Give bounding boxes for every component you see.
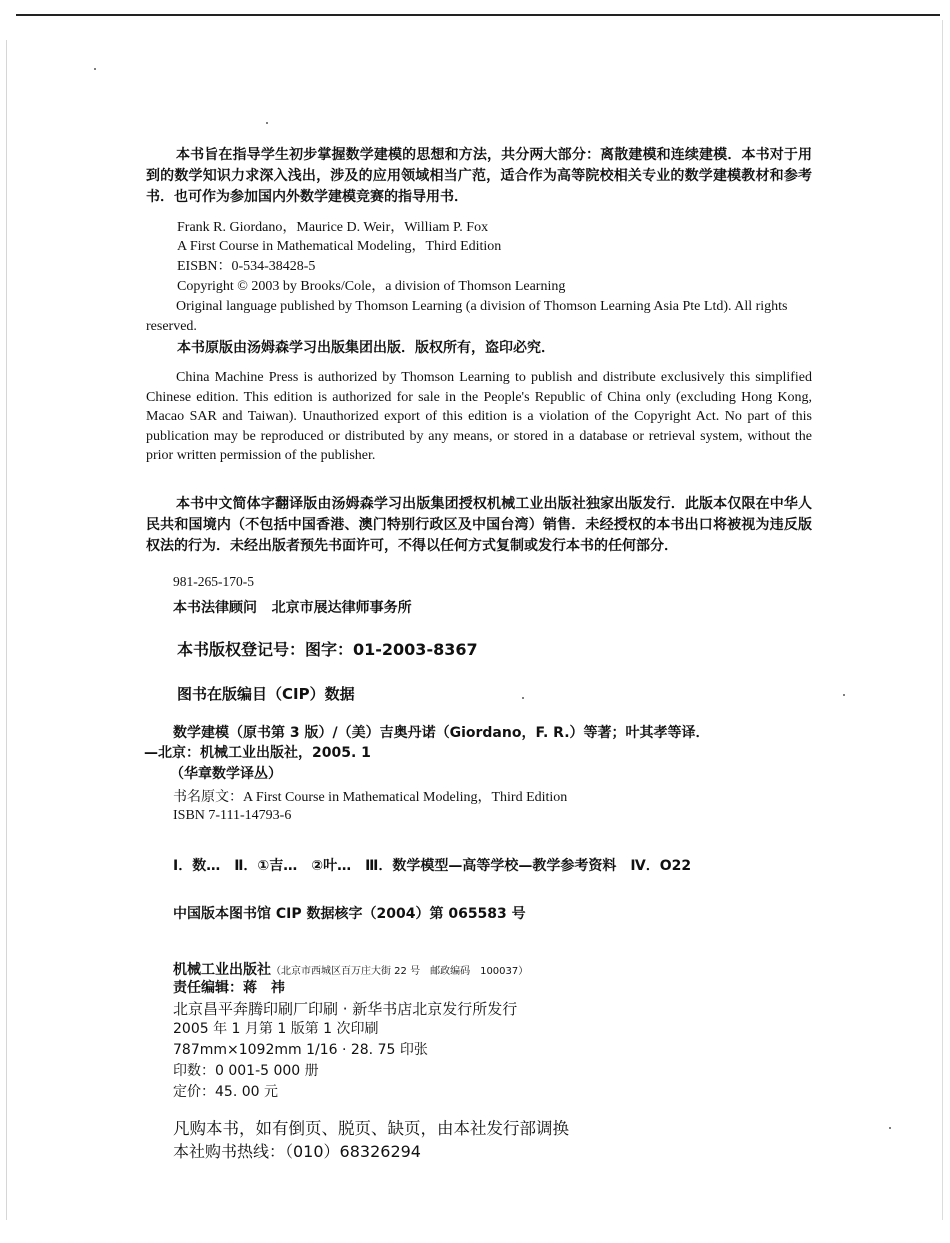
- scan-edge-left: [6, 40, 7, 1220]
- cip-classification: Ⅰ．数… Ⅱ．①吉… ②叶… Ⅲ．数学模型—高等学校—教学参考资料 Ⅳ．O22: [173, 858, 692, 874]
- top-rule: [16, 14, 940, 16]
- scan-speck: [266, 122, 268, 124]
- original-title: A First Course in Mathematical Modeling，Third Edition: [177, 239, 502, 254]
- original-copyright: Copyright © 2003 by Brooks/Cole，a division of Thomson Learning: [177, 279, 566, 294]
- format-info: 787mm×1092mm 1/16 · 28. 75 印张: [173, 1042, 428, 1058]
- legal-adviser-label: 本书法律顾问: [173, 600, 257, 616]
- publisher-address: （北京市西城区百万庄大街 22 号 邮政编码 100037）: [271, 966, 529, 977]
- cip-heading: 图书在版编目（CIP）数据: [177, 685, 355, 703]
- cip-isbn: ISBN 7-111-14793-6: [173, 808, 292, 823]
- scan-speck: [843, 694, 845, 696]
- responsible-editor: 责任编辑：蒋 祎: [173, 980, 285, 996]
- publisher-name: 机械工业出版社: [173, 962, 271, 978]
- printing-info: 北京昌平奔腾印刷厂印刷 · 新华书店北京发行所发行: [173, 1000, 518, 1018]
- license-english: China Machine Press is authorized by Thomson Learning to publish and distribute exclusively this simplified Chinese edition. This edition is authorized for sale in the People's Republic of China only (excluding Hong Kong, Macao SAR and Taiwan). Unauthorized export of this edition is a violation of the Copyright Act. No part of this publication may be reproduced or distributed by any means, or stored in a database or retrieval system, without the prior written permission of the publisher.: [146, 370, 812, 463]
- legal-adviser-value: 北京市展达律师事务所: [271, 600, 412, 616]
- legal-adviser: [173, 598, 673, 618]
- scan-speck: [94, 68, 96, 70]
- cip-line-1: 数学建模（原书第 3 版）/（美）吉奥丹诺（Giordano，F. R.）等著；叶其孝等译．: [173, 725, 710, 741]
- scan-edge-right: [942, 20, 943, 1220]
- price: 定价：45. 00 元: [173, 1084, 278, 1100]
- license-chinese: 本书中文简体字翻译版由汤姆森学习出版集团授权机械工业出版社独家出版发行．此版本仅限在中华人民共和国境内（不包括中国香港、澳门特别行政区及中国台湾）销售．未经授权的本书出口将被视为违反版权法的行为．未经出版者预先书面许可，不得以任何方式复制或发行本书的任何部分．: [146, 496, 812, 554]
- intro-paragraph: 本书旨在指导学生初步掌握数学建模的思想和方法，共分两大部分：离散建模和连续建模．本书对于用到的数学知识力求深入浅出，涉及的应用领域相当广范，适合作为高等院校相关专业的数学建模教材和参考书．也可作为参加国内外数学建模竞赛的指导用书．: [146, 147, 812, 205]
- cip-original-title: 书名原文：A First Course in Mathematical Modeling，Third Edition: [173, 790, 568, 805]
- exchange-notice: 凡购本书，如有倒页、脱页、缺页，由本社发行部调换: [173, 1119, 569, 1138]
- hotline: 本社购书热线：（010）68326294: [173, 1142, 421, 1161]
- original-eisbn: EISBN：0-534-38428-5: [177, 259, 316, 274]
- cip-line-2: —北京：机械工业出版社，2005. 1: [144, 745, 371, 761]
- edition-info: 2005 年 1 月第 1 版第 1 次印刷: [173, 1021, 379, 1037]
- isbn-short: 981-265-170-5: [173, 574, 254, 589]
- cip-library-number: 中国版本图书馆 CIP 数据核字（2004）第 065583 号: [173, 906, 526, 922]
- scan-speck: [889, 1127, 891, 1129]
- original-authors: Frank R. Giordano，Maurice D. Weir，William P. Fox: [177, 220, 489, 235]
- original-language: Original language published by Thomson Learning (a division of Thomson Learning Asia Pte Ltd). All rights reserved.: [146, 299, 788, 334]
- reprint-notice: 本书原版由汤姆森学习出版集团出版．版权所有，盗印必究．: [177, 340, 555, 356]
- print-run: 印数：0 001-5 000 册: [173, 1063, 319, 1079]
- cip-series: （华章数学译丛）: [170, 766, 282, 782]
- copyright-registration: 本书版权登记号：图字：01-2003-8367: [177, 640, 478, 659]
